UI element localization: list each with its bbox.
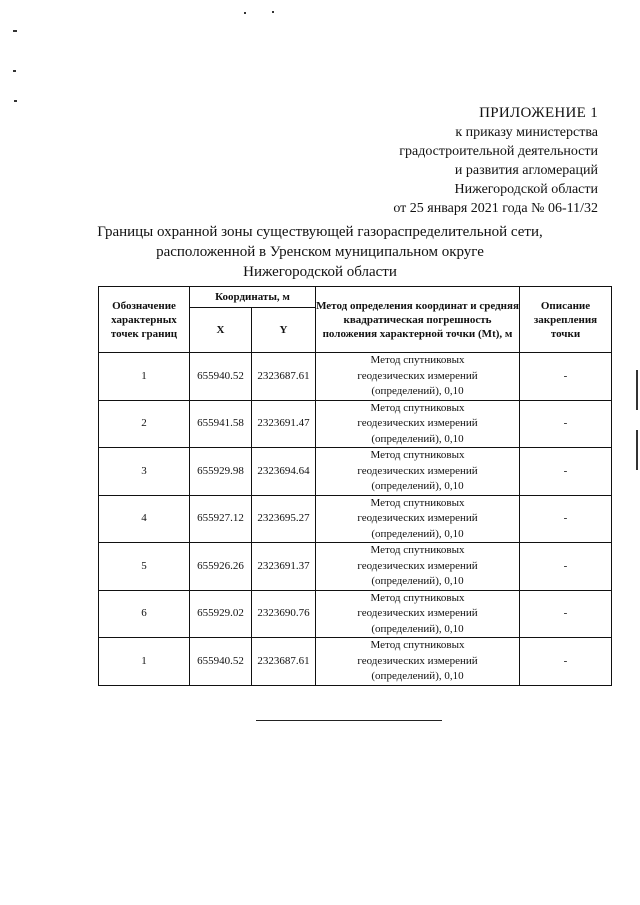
scan-speck — [13, 30, 17, 32]
method-cell — [316, 495, 520, 543]
boundary-points-table — [98, 286, 612, 686]
header-designation: Обозначение характерных точек границ — [99, 287, 190, 353]
coord-x: 655941.58 — [190, 400, 252, 448]
point-number: 6 — [99, 590, 190, 638]
method-line: геодезических измерений — [357, 654, 478, 667]
appendix-line: Нижегородской области — [454, 182, 598, 197]
method-line: Метод спутниковых — [370, 544, 465, 556]
method-line: Метод спутниковых — [370, 354, 465, 366]
method-line: (определений), 0,10 — [371, 432, 464, 445]
method-line: (определений), 0,10 — [371, 670, 464, 682]
table-row — [99, 495, 612, 543]
table-row — [99, 353, 612, 401]
point-description: - — [520, 353, 612, 401]
appendix-heading: ПРИЛОЖЕНИЕ 1 — [479, 105, 598, 121]
point-number: 1 — [99, 638, 190, 686]
scan-speck — [244, 12, 246, 14]
appendix-line: от 25 января 2021 года № 06-11/32 — [393, 201, 598, 216]
coord-x: 655929.98 — [190, 448, 252, 496]
method-line: геодезических измерений — [357, 464, 478, 477]
point-number: 5 — [99, 543, 190, 591]
coord-y: 2323687.61 — [252, 353, 316, 401]
appendix-line: градостроительной деятельности — [399, 144, 598, 159]
header-y: Y — [252, 308, 316, 353]
method-line: Метод спутниковых — [370, 591, 465, 604]
point-number: 3 — [99, 448, 190, 496]
header-method: Метод определения координат и средняя квадратическая погрешность положения характерной точки (Mt), м — [316, 287, 520, 353]
table-row — [99, 543, 612, 591]
point-number: 2 — [99, 400, 190, 448]
point-description: - — [520, 400, 612, 448]
method-line: (определений), 0,10 — [371, 527, 464, 540]
appendix-line: и развития агломераций — [454, 163, 598, 178]
coord-y: 2323695.27 — [252, 495, 316, 543]
scan-speck — [272, 11, 274, 13]
method-line: (определений), 0,10 — [371, 480, 464, 492]
method-line: Метод спутниковых — [370, 401, 465, 414]
scan-speck — [13, 70, 16, 72]
coord-x: 655927.12 — [190, 495, 252, 543]
coord-x: 655940.52 — [190, 638, 252, 686]
coord-y: 2323691.37 — [252, 543, 316, 591]
method-line: геодезических измерений — [357, 417, 478, 429]
method-line: геодезических измерений — [357, 369, 478, 382]
scan-speck — [636, 430, 638, 470]
coord-x: 655940.52 — [190, 353, 252, 401]
method-line: (определений), 0,10 — [371, 622, 464, 635]
method-line: (определений), 0,10 — [371, 385, 464, 397]
coord-y: 2323690.76 — [252, 590, 316, 638]
method-line: (определений), 0,10 — [371, 575, 464, 587]
point-description: - — [520, 448, 612, 496]
header-x: X — [190, 308, 252, 353]
method-line: геодезических измерений — [357, 559, 478, 572]
appendix-line: к приказу министерства — [455, 125, 598, 140]
title-line: Нижегородской области — [243, 264, 397, 280]
method-cell — [316, 543, 520, 591]
method-line: геодезических измерений — [357, 512, 478, 524]
header-coordinates: Координаты, м — [190, 287, 316, 308]
point-description: - — [520, 495, 612, 543]
appendix-block — [393, 104, 598, 218]
method-cell — [316, 400, 520, 448]
coord-y: 2323687.61 — [252, 638, 316, 686]
method-line: Метод спутниковых — [370, 639, 465, 651]
scan-speck — [14, 100, 17, 102]
point-description: - — [520, 638, 612, 686]
coord-x: 655929.02 — [190, 590, 252, 638]
point-description: - — [520, 590, 612, 638]
table-row — [99, 638, 612, 686]
coord-y: 2323694.64 — [252, 448, 316, 496]
table-row — [99, 400, 612, 448]
point-number: 1 — [99, 353, 190, 401]
table-row — [99, 448, 612, 496]
method-cell — [316, 448, 520, 496]
method-cell — [316, 638, 520, 686]
point-description: - — [520, 543, 612, 591]
table-row — [99, 590, 612, 638]
document-title — [60, 222, 580, 282]
scan-speck — [636, 370, 638, 410]
method-line: Метод спутниковых — [370, 496, 465, 509]
point-number: 4 — [99, 495, 190, 543]
title-line: расположенной в Уренском муниципальном округе — [156, 244, 484, 260]
header-description: Описание закрепления точки — [520, 287, 612, 353]
method-cell — [316, 590, 520, 638]
title-line: Границы охранной зоны существующей газораспределительной сети, — [97, 224, 543, 240]
closing-divider-line — [256, 720, 442, 721]
method-line: геодезических измерений — [357, 607, 478, 619]
method-cell — [316, 353, 520, 401]
coord-y: 2323691.47 — [252, 400, 316, 448]
method-line: Метод спутниковых — [370, 449, 465, 461]
coord-x: 655926.26 — [190, 543, 252, 591]
